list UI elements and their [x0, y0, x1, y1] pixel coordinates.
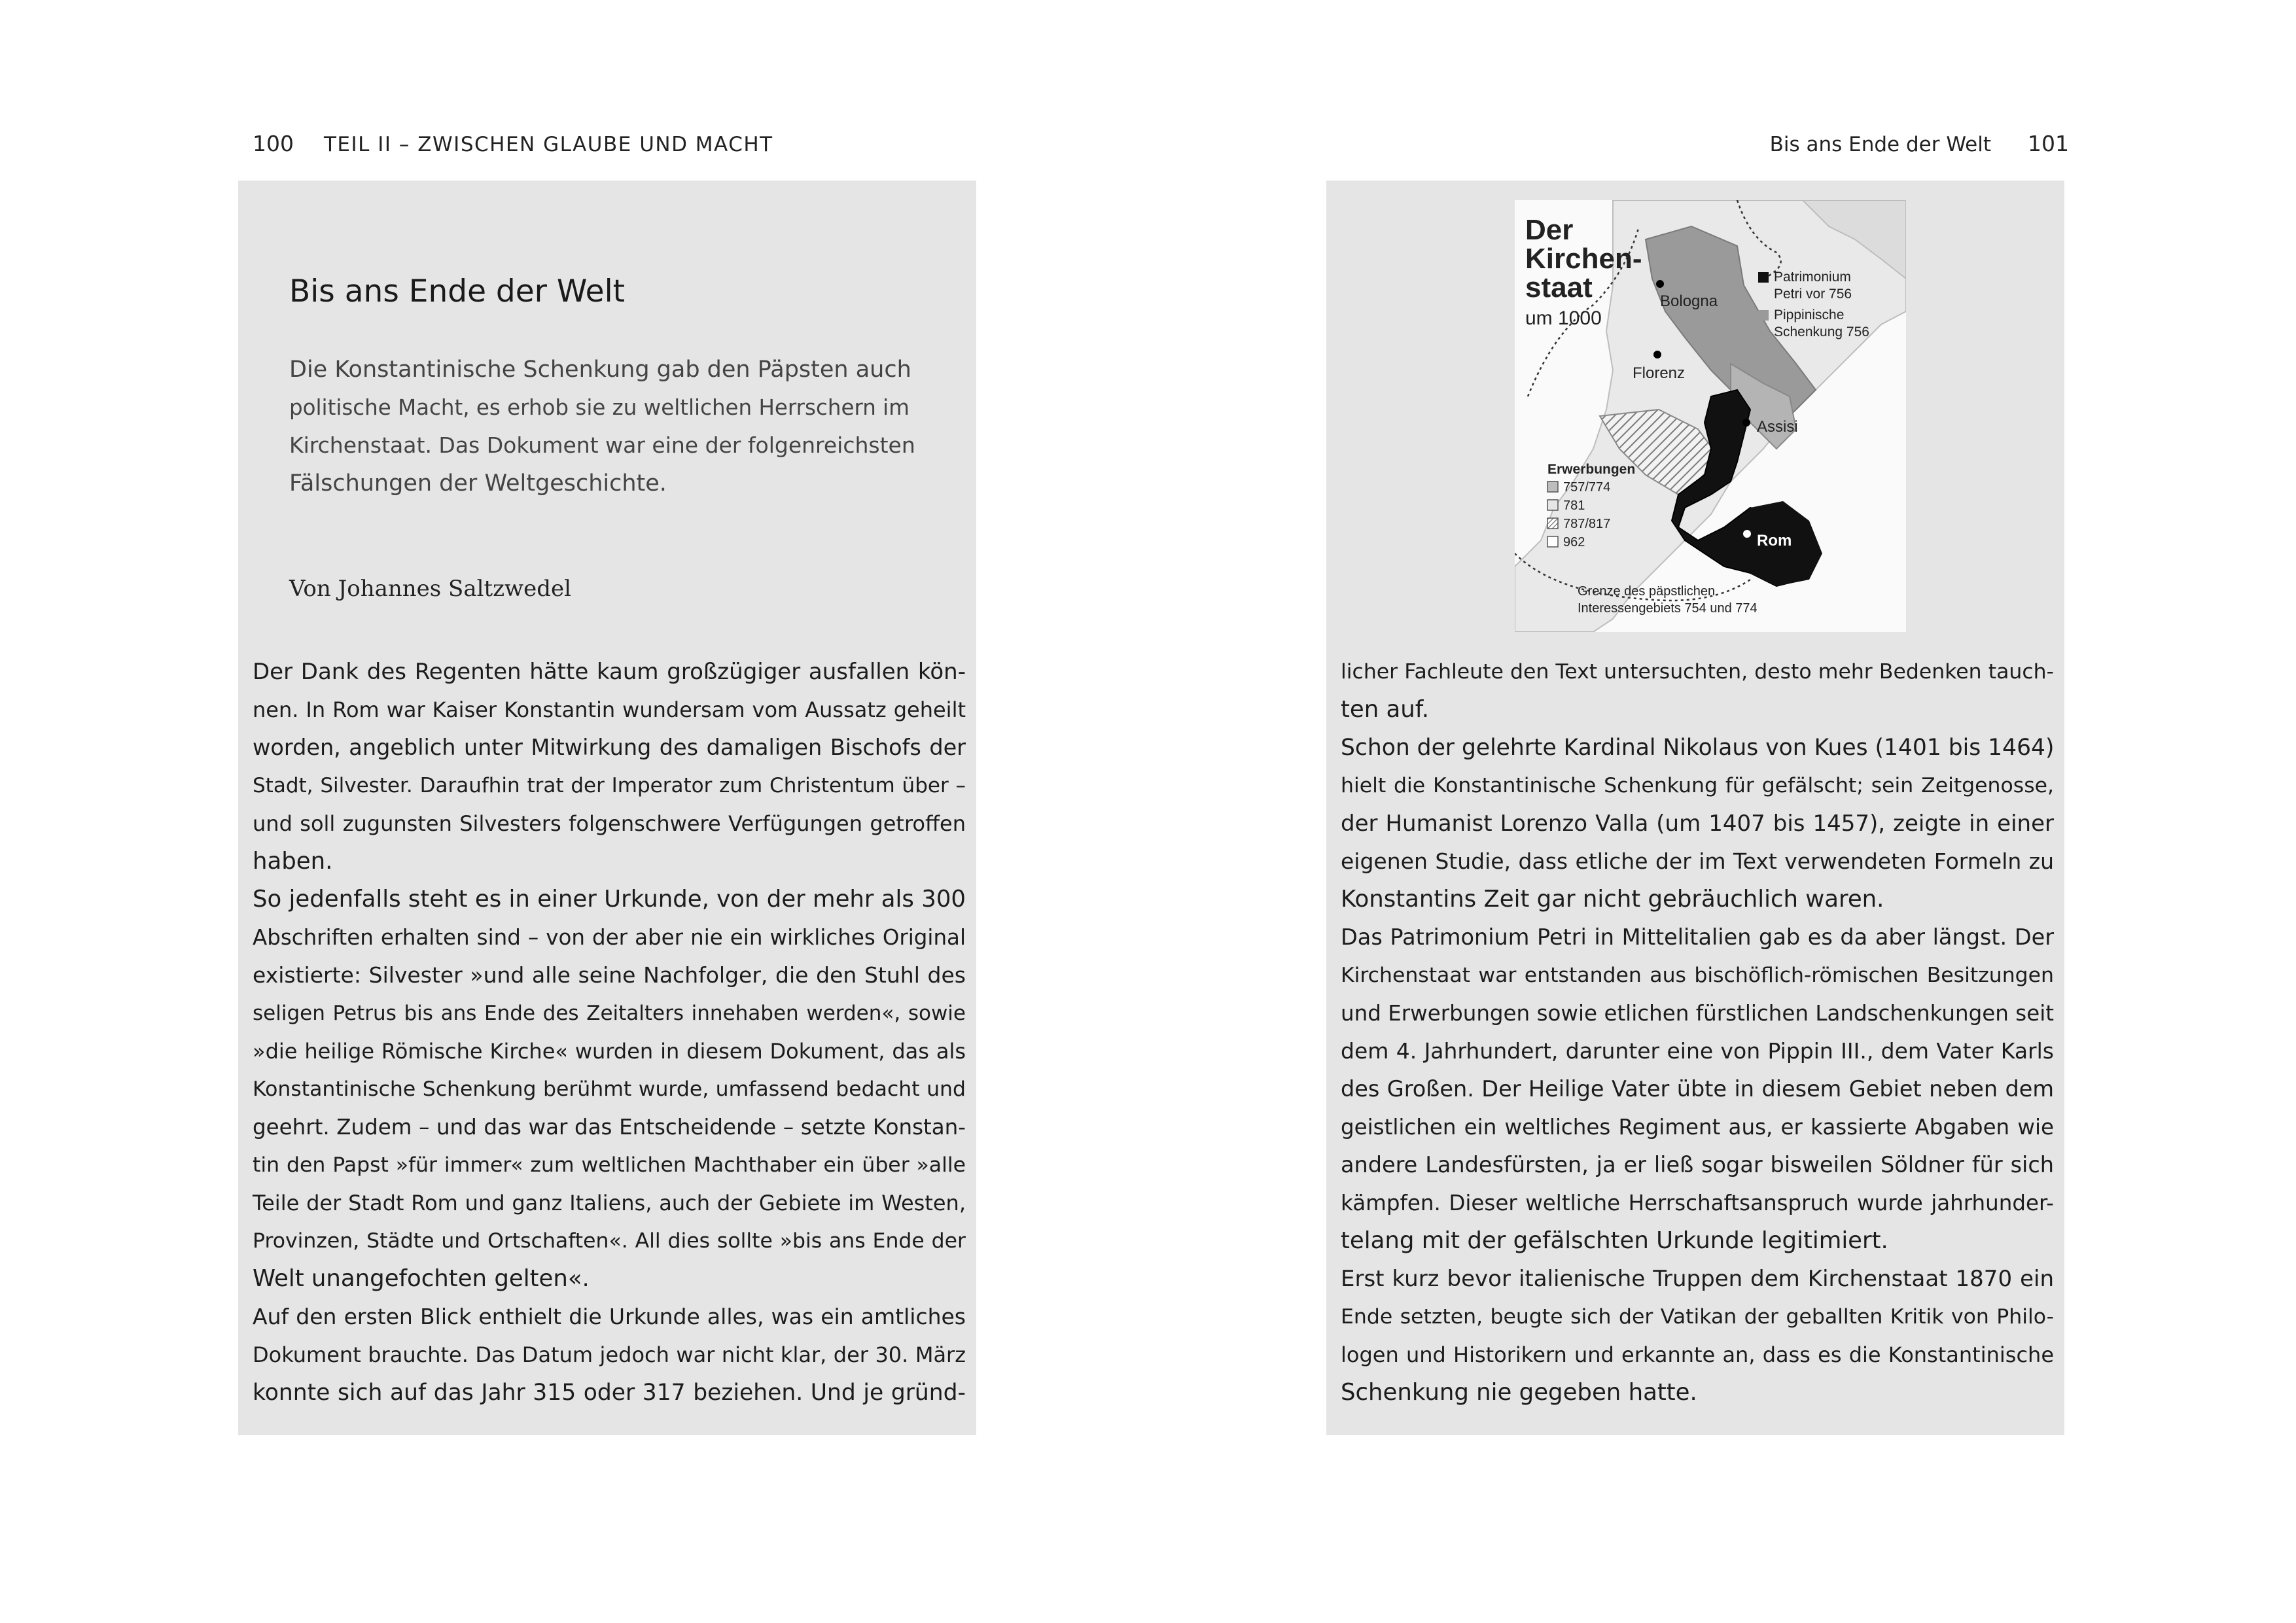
legend-swatch-781 [1547, 500, 1558, 510]
article-title: Bis ans Ende der Welt [289, 273, 626, 309]
acquisition-label: 962 [1563, 535, 1585, 550]
body-line: telang mit der gefälschten Urkunde legitimiert. [1341, 1227, 1888, 1254]
body-line: eigenen Studie, dass etliche der im Text verwendeten Formeln zu [1341, 848, 2054, 874]
legend-label: Petri vor 756 [1774, 287, 1852, 302]
body-line: Schenkung nie gegeben hatte. [1341, 1379, 1697, 1406]
body-line: kämpfen. Dieser weltliche Herrschaftsanspruch wurde jahrhunder- [1341, 1191, 2054, 1215]
florenz-marker [1653, 351, 1661, 358]
body-line: ten auf. [1341, 696, 1429, 723]
body-line: existierte: Silvester »und alle seine Nachfolger, die den Stuhl des [253, 962, 966, 988]
map-title-line: staat [1525, 271, 1593, 304]
article-lead [289, 351, 917, 502]
city-label-rom: Rom [1757, 532, 1792, 550]
body-line: Kirchenstaat war entstanden aus bischöflich-römischen Besitzungen [1341, 964, 2054, 987]
body-line: andere Landesfürsten, ja er ließ sogar bisweilen Söldner für sich [1341, 1152, 2054, 1178]
right-page-number: 101 [2028, 131, 2069, 156]
body-line: licher Fachleute den Text untersuchten, desto mehr Bedenken tauch- [1341, 660, 2054, 684]
legend-swatch-787 [1547, 518, 1558, 529]
body-line: logen und Historikern und erkannte an, dass es die Konstantinische [1341, 1342, 2054, 1367]
body-line: Konstantins Zeit gar nicht gebräuchlich waren. [1341, 886, 1884, 913]
acquisitions-title: Erwerbungen [1547, 462, 1636, 477]
body-line: tin den Papst »für immer« zum weltlichen Machthaber ein über »alle [253, 1153, 966, 1177]
acquisition-label: 757/774 [1563, 480, 1611, 495]
bologna-marker [1656, 280, 1664, 288]
body-line: haben. [253, 848, 333, 875]
body-line: Stadt, Silvester. Daraufhin trat der Imperator zum Christentum über – [253, 774, 966, 797]
body-line: Erst kurz bevor italienische Truppen dem Kirchenstaat 1870 ein [1341, 1266, 2054, 1292]
body-line: hielt die Konstantinische Schenkung für gefälscht; sein Zeitgenosse, [1341, 774, 2054, 797]
body-line: worden, angeblich unter Mitwirkung des damaligen Bischofs der [253, 735, 966, 760]
boundary-note: Interessengebiets 754 und 774 [1578, 601, 1757, 616]
body-line: nen. In Rom war Kaiser Konstantin wundersam vom Aussatz geheilt [253, 697, 966, 722]
map-title-line: Der [1525, 214, 1574, 246]
body-line: und soll zugunsten Silvesters folgenschwere Verfügungen getroffen [253, 811, 966, 836]
acquisition-label: 781 [1563, 498, 1585, 513]
body-line: geistlichen ein weltliches Regiment aus, er kassierte Abgaben wie [1341, 1115, 2054, 1140]
lead-line: Die Konstantinische Schenkung gab den Päpsten auch [289, 357, 911, 383]
body-line: und Erwerbungen sowie etlichen fürstlichen Landschenkungen seit [1341, 1001, 2054, 1026]
kirchenstaat-map [1515, 200, 1906, 632]
map-graphic [1515, 200, 1906, 632]
left-text-panel [238, 181, 976, 1435]
body-line: dem 4. Jahrhundert, darunter eine von Pippin III., dem Vater Karls [1341, 1038, 2054, 1064]
acquisition-label: 787/817 [1563, 517, 1611, 531]
body-line: Abschriften erhalten sind – von der aber nie ein wirkliches Original [253, 925, 966, 950]
right-body-text [1341, 653, 2054, 1412]
assisi-marker [1742, 419, 1750, 427]
body-line: Konstantinische Schenkung berühmt wurde, umfassend bedacht und [253, 1077, 966, 1101]
lead-line: Kirchenstaat. Das Dokument war eine der folgenreichsten [289, 432, 915, 458]
legend-label: Pippinische [1774, 307, 1845, 323]
left-page-number: 100 [253, 131, 294, 156]
boundary-note: Grenze des päpstlichen [1578, 584, 1716, 599]
city-label-bologna: Bologna [1660, 292, 1718, 310]
body-line: Das Patrimonium Petri in Mittelitalien gab es da aber längst. Der [1341, 924, 2054, 950]
body-line: Dokument brauchte. Das Datum jedoch war nicht klar, der 30. März [253, 1342, 966, 1367]
lead-line: Fälschungen der Weltgeschichte. [289, 470, 667, 497]
legend-label: Schenkung 756 [1774, 324, 1869, 340]
lead-line: politische Macht, es erhob sie zu weltlichen Herrschern im [289, 395, 910, 420]
legend-swatch-pippin [1758, 310, 1769, 321]
right-running-head [1770, 131, 2069, 158]
left-section-header: TEIL II – ZWISCHEN GLAUBE UND MACHT [324, 133, 773, 156]
body-line: konnte sich auf das Jahr 315 oder 317 beziehen. Und je gründ- [253, 1380, 966, 1406]
body-line: Schon der gelehrte Kardinal Nikolaus von Kues (1401 bis 1464) [1341, 735, 2055, 761]
map-title-line: Kirchen- [1525, 243, 1642, 275]
right-section-header: Bis ans Ende der Welt [1769, 133, 1991, 156]
body-line: Welt unangefochten gelten«. [253, 1265, 590, 1292]
body-line: der Humanist Lorenzo Valla (um 1407 bis 1457), zeigte in einer [1341, 811, 2054, 837]
body-line: geehrt. Zudem – und das war das Entscheidende – setzte Konstan- [253, 1115, 966, 1140]
left-running-head [253, 131, 773, 158]
body-line: Ende setzten, beugte sich der Vatikan der geballten Kritik von Philo- [1341, 1305, 2054, 1329]
legend-swatch-962 [1547, 536, 1558, 547]
map-subtitle: um 1000 [1525, 307, 1602, 329]
body-line: Der Dank des Regenten hätte kaum großzügiger ausfallen kön- [253, 659, 966, 685]
rom-marker [1743, 530, 1751, 538]
right-text-panel [1326, 181, 2064, 1435]
body-line: Auf den ersten Blick enthielt die Urkunde alles, was ein amtliches [253, 1304, 966, 1329]
legend-label: Patrimonium [1774, 270, 1851, 285]
city-label-assisi: Assisi [1757, 418, 1798, 436]
body-line: Provinzen, Städte und Ortschaften«. All dies sollte »bis ans Ende der [253, 1229, 966, 1253]
body-line: »die heilige Römische Kirche« wurden in diesem Dokument, das als [253, 1039, 966, 1064]
body-line: Teile der Stadt Rom und ganz Italiens, auch der Gebiete im Westen, [253, 1191, 966, 1215]
body-line: des Großen. Der Heilige Vater übte in diesem Gebiet neben dem [1341, 1076, 2054, 1102]
city-label-florenz: Florenz [1633, 364, 1686, 382]
body-line: seligen Petrus bis ans Ende des Zeitalters innehaben werden«, sowie [253, 1002, 966, 1025]
legend-swatch-757 [1547, 481, 1558, 492]
left-body-text [253, 653, 966, 1412]
author-byline: Von Johannes Saltzwedel [289, 576, 572, 602]
body-line: So jedenfalls steht es in einer Urkunde, von der mehr als 300 [253, 886, 966, 913]
legend-swatch-patrimonium [1758, 272, 1769, 283]
